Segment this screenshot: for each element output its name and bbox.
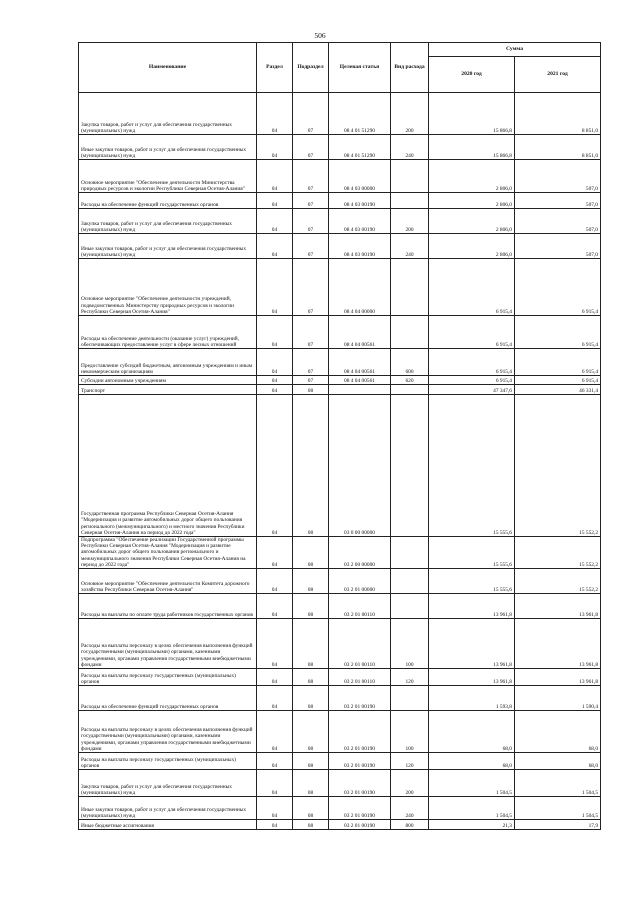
- row-amount-2020: 15 866,8: [429, 135, 515, 160]
- row-name: Закупка товаров, работ и услуг для обеспечения государственных (муниципальных) нужд: [79, 209, 257, 234]
- row-amount-2021: 13 961,8: [515, 619, 601, 669]
- row-name: Предоставление субсидий бюджетным, автономным учреждениям и иным некоммерческим организациям: [79, 349, 257, 376]
- row-expense-type: [391, 686, 429, 711]
- row-target: 08 4 01 51290: [329, 135, 391, 160]
- table-row: [79, 385, 601, 395]
- row-expense-type: [391, 160, 429, 193]
- row-amount-2020: 6 915,4: [429, 349, 515, 376]
- table-row: [79, 193, 601, 209]
- table-row: [79, 349, 601, 376]
- header-sum: Сумма: [429, 43, 601, 57]
- row-name: Транспорт: [79, 385, 257, 395]
- row-amount-2020: 13 961,8: [429, 594, 515, 619]
- row-expense-type: 800: [391, 820, 429, 830]
- row-target: 08 4 04 00561: [329, 316, 391, 349]
- row-target: 03 2 01 00190: [329, 711, 391, 753]
- row-amount-2021: 6 915,4: [515, 349, 601, 376]
- header-year-2021: 2021 год: [515, 57, 601, 93]
- row-name: Расходы на выплаты персоналу государственных (муниципальных) органов: [79, 669, 257, 686]
- row-subsection: 08: [293, 594, 329, 619]
- row-section: 04: [257, 385, 293, 395]
- header-section: Раздел: [257, 43, 293, 93]
- row-target: 03 2 01 00110: [329, 594, 391, 619]
- row-subsection: 07: [293, 135, 329, 160]
- header-target: Целевая статья: [329, 43, 391, 93]
- row-target: 08 4 03 00000: [329, 160, 391, 193]
- row-amount-2020: 6 915,4: [429, 316, 515, 349]
- row-subsection: 07: [293, 259, 329, 316]
- row-expense-type: 600: [391, 349, 429, 376]
- table-row: [79, 93, 601, 135]
- row-target: 03 0 00 00000: [329, 395, 391, 537]
- table-row: [79, 259, 601, 316]
- row-section: 04: [257, 619, 293, 669]
- row-subsection: 08: [293, 537, 329, 569]
- header-year-2020: 2020 год: [429, 57, 515, 93]
- row-amount-2021: 15 552,2: [515, 395, 601, 537]
- row-subsection: 07: [293, 349, 329, 376]
- row-amount-2021: 15 552,2: [515, 569, 601, 594]
- table-body: [79, 93, 601, 830]
- row-amount-2020: 6 915,4: [429, 259, 515, 316]
- row-amount-2021: 68,0: [515, 753, 601, 770]
- row-amount-2020: 21,3: [429, 820, 515, 830]
- row-target: 08 4 03 00190: [329, 209, 391, 234]
- row-name: Иные бюджетные ассигнования: [79, 820, 257, 830]
- row-name: Закупка товаров, работ и услуг для обеспечения государственных (муниципальных) нужд: [79, 770, 257, 797]
- row-expense-type: [391, 316, 429, 349]
- row-expense-type: 200: [391, 209, 429, 234]
- row-subsection: 07: [293, 93, 329, 135]
- table-row: [79, 569, 601, 594]
- row-amount-2021: 8 851,0: [515, 93, 601, 135]
- row-amount-2021: 507,0: [515, 234, 601, 259]
- table-row: [79, 797, 601, 820]
- row-amount-2020: 68,0: [429, 711, 515, 753]
- table-row: [79, 160, 601, 193]
- row-subsection: 07: [293, 234, 329, 259]
- row-name: Основное мероприятие "Обеспечение деятельности Комитета дорожного хозяйства Республики Северная Осетия-Алания": [79, 569, 257, 594]
- row-section: 04: [257, 753, 293, 770]
- row-amount-2020: 1 504,5: [429, 797, 515, 820]
- table-row: [79, 537, 601, 569]
- row-amount-2020: 2 806,0: [429, 234, 515, 259]
- row-amount-2021: 13 961,8: [515, 669, 601, 686]
- row-subsection: 07: [293, 316, 329, 349]
- row-amount-2021: 1 504,5: [515, 797, 601, 820]
- row-target: 08 4 01 51290: [329, 93, 391, 135]
- row-section: 04: [257, 135, 293, 160]
- row-section: 04: [257, 395, 293, 537]
- row-expense-type: [391, 385, 429, 395]
- row-subsection: 08: [293, 569, 329, 594]
- row-expense-type: [391, 569, 429, 594]
- row-target: 03 2 01 00000: [329, 569, 391, 594]
- row-name: Расходы на обеспечение функций государственных органов: [79, 686, 257, 711]
- row-section: 04: [257, 349, 293, 376]
- row-name: Расходы на обеспечение функций государственных органов: [79, 193, 257, 209]
- table-row: [79, 209, 601, 234]
- row-amount-2021: 17,9: [515, 820, 601, 830]
- row-target: 03 2 01 00110: [329, 669, 391, 686]
- row-expense-type: [391, 193, 429, 209]
- row-target: 08 4 04 00561: [329, 349, 391, 376]
- row-amount-2021: 68,0: [515, 711, 601, 753]
- row-section: 04: [257, 209, 293, 234]
- row-section: 04: [257, 569, 293, 594]
- table-row: [79, 820, 601, 830]
- header-expense-type: Вид расхода: [391, 43, 429, 93]
- row-amount-2020: 15 866,8: [429, 93, 515, 135]
- row-target: 08 4 04 00000: [329, 259, 391, 316]
- row-target: 03 2 01 00190: [329, 753, 391, 770]
- row-name: Иные закупки товаров, работ и услуг для обеспечения государственных (муниципальных) нужд: [79, 234, 257, 259]
- row-section: 04: [257, 669, 293, 686]
- row-expense-type: 100: [391, 619, 429, 669]
- row-amount-2020: 6 915,4: [429, 376, 515, 385]
- row-target: 03 2 01 00110: [329, 619, 391, 669]
- row-section: 04: [257, 711, 293, 753]
- row-amount-2020: 13 961,8: [429, 619, 515, 669]
- row-amount-2020: 15 555,6: [429, 395, 515, 537]
- row-expense-type: [391, 259, 429, 316]
- row-amount-2020: 2 806,0: [429, 193, 515, 209]
- row-subsection: 08: [293, 669, 329, 686]
- row-name: Расходы на выплаты персоналу в целях обеспечения выполнения функций государственными (муниципальными) органами, казенными учреждениями, органами управления государственными внебюджетными фондами: [79, 711, 257, 753]
- row-expense-type: 620: [391, 376, 429, 385]
- row-section: 04: [257, 160, 293, 193]
- row-amount-2021: 507,0: [515, 209, 601, 234]
- row-amount-2021: 13 961,8: [515, 594, 601, 619]
- row-section: 04: [257, 594, 293, 619]
- row-subsection: 08: [293, 619, 329, 669]
- row-target: [329, 385, 391, 395]
- row-amount-2021: 46 331,4: [515, 385, 601, 395]
- row-amount-2020: 1 593,8: [429, 686, 515, 711]
- row-section: 04: [257, 193, 293, 209]
- row-amount-2020: 68,0: [429, 753, 515, 770]
- row-amount-2021: 6 915,4: [515, 316, 601, 349]
- row-expense-type: [391, 395, 429, 537]
- header-subsection: Подраздел: [293, 43, 329, 93]
- row-subsection: 07: [293, 209, 329, 234]
- row-name: Иные закупки товаров, работ и услуг для обеспечения государственных (муниципальных) нужд: [79, 797, 257, 820]
- row-target: 08 4 04 00561: [329, 376, 391, 385]
- row-name: Расходы на выплаты персоналу государственных (муниципальных) органов: [79, 753, 257, 770]
- table-row: [79, 619, 601, 669]
- row-amount-2020: 13 961,8: [429, 669, 515, 686]
- row-expense-type: 120: [391, 753, 429, 770]
- row-target: 08 4 03 00190: [329, 193, 391, 209]
- row-section: 04: [257, 770, 293, 797]
- row-amount-2021: 6 915,4: [515, 259, 601, 316]
- row-subsection: 07: [293, 376, 329, 385]
- row-name: Государственная программа Республики Северная Осетия-Алания "Модернизация и развитие автомобильных дорог общего пользования регионального (межмуниципального) и местного значения Республики Северная Осетия-Алания на период до 2022 года": [79, 395, 257, 537]
- row-section: 04: [257, 93, 293, 135]
- row-expense-type: 240: [391, 135, 429, 160]
- row-expense-type: [391, 537, 429, 569]
- row-amount-2020: 2 806,0: [429, 160, 515, 193]
- row-amount-2020: 47 347,6: [429, 385, 515, 395]
- row-section: 04: [257, 376, 293, 385]
- row-amount-2021: 1 504,5: [515, 770, 601, 797]
- table-row: [79, 376, 601, 385]
- row-subsection: 08: [293, 711, 329, 753]
- row-section: 04: [257, 686, 293, 711]
- row-amount-2021: 507,0: [515, 160, 601, 193]
- row-amount-2020: 1 504,5: [429, 770, 515, 797]
- row-section: 04: [257, 316, 293, 349]
- row-target: 03 2 01 00190: [329, 820, 391, 830]
- row-amount-2020: 15 555,6: [429, 569, 515, 594]
- row-subsection: 08: [293, 820, 329, 830]
- row-subsection: 08: [293, 770, 329, 797]
- row-subsection: 07: [293, 160, 329, 193]
- row-name: Расходы на обеспечение деятельности (оказание услуг) учреждений, обеспечивающих предоставление услуг в сфере лесных отношений: [79, 316, 257, 349]
- row-section: 04: [257, 234, 293, 259]
- row-amount-2021: 1 590,4: [515, 686, 601, 711]
- row-section: 04: [257, 797, 293, 820]
- table-row: [79, 234, 601, 259]
- row-amount-2021: 8 851,0: [515, 135, 601, 160]
- row-name: Закупка товаров, работ и услуг для обеспечения государственных (муниципальных) нужд: [79, 93, 257, 135]
- header-name: Наименование: [79, 43, 257, 93]
- row-expense-type: 200: [391, 93, 429, 135]
- row-expense-type: 100: [391, 711, 429, 753]
- row-amount-2021: 507,0: [515, 193, 601, 209]
- row-target: 03 2 00 00000: [329, 537, 391, 569]
- row-subsection: 08: [293, 395, 329, 537]
- row-name: Подпрограмма "Обеспечение реализации Государственной программы Республики Северная Осетия-Алания "Модернизация и развитие автомобильных дорог общего пользования регионального и межмуниципального значения Республики Северная Осетия-Алания на период до 2022 года": [79, 537, 257, 569]
- row-expense-type: [391, 594, 429, 619]
- row-name: Основное мероприятие "Обеспечение деятельности учреждений, подведомственных Министерству природных ресурсов и экологии Республики Северная Осетия-Алания": [79, 259, 257, 316]
- budget-table: [78, 42, 601, 830]
- row-expense-type: 200: [391, 770, 429, 797]
- row-name: Иные закупки товаров, работ и услуг для обеспечения государственных (муниципальных) нужд: [79, 135, 257, 160]
- table-header: [79, 43, 601, 93]
- row-target: 03 2 01 00190: [329, 797, 391, 820]
- row-amount-2020: 15 555,6: [429, 537, 515, 569]
- table-row: [79, 770, 601, 797]
- row-name: Основное мероприятие "Обеспечение деятельности Министерства природных ресурсов и экологии Республики Северная Осетия-Алания": [79, 160, 257, 193]
- row-subsection: 08: [293, 797, 329, 820]
- table-row: [79, 753, 601, 770]
- row-name: Субсидии автономным учреждениям: [79, 376, 257, 385]
- row-subsection: 08: [293, 385, 329, 395]
- table-row: [79, 395, 601, 537]
- row-expense-type: 120: [391, 669, 429, 686]
- row-name: Расходы на выплаты по оплате труда работников государственных органов: [79, 594, 257, 619]
- table-row: [79, 669, 601, 686]
- row-section: 04: [257, 259, 293, 316]
- row-amount-2021: 6 915,4: [515, 376, 601, 385]
- table-row: [79, 711, 601, 753]
- row-section: 04: [257, 820, 293, 830]
- table-row: [79, 686, 601, 711]
- row-amount-2021: 15 552,2: [515, 537, 601, 569]
- row-target: 03 2 01 00190: [329, 686, 391, 711]
- row-subsection: 08: [293, 753, 329, 770]
- row-expense-type: 240: [391, 234, 429, 259]
- page-number: 506: [314, 31, 326, 40]
- row-target: 03 2 01 00190: [329, 770, 391, 797]
- row-name: Расходы на выплаты персоналу в целях обеспечения выполнения функций государственными (муниципальными) органами, казенными учреждениями, органами управления государственными внебюджетными фондами: [79, 619, 257, 669]
- table-row: [79, 594, 601, 619]
- row-section: 04: [257, 537, 293, 569]
- table-row: [79, 316, 601, 349]
- row-subsection: 08: [293, 686, 329, 711]
- row-target: 08 4 03 00190: [329, 234, 391, 259]
- row-amount-2020: 2 806,0: [429, 209, 515, 234]
- table-row: [79, 135, 601, 160]
- row-expense-type: 240: [391, 797, 429, 820]
- row-subsection: 07: [293, 193, 329, 209]
